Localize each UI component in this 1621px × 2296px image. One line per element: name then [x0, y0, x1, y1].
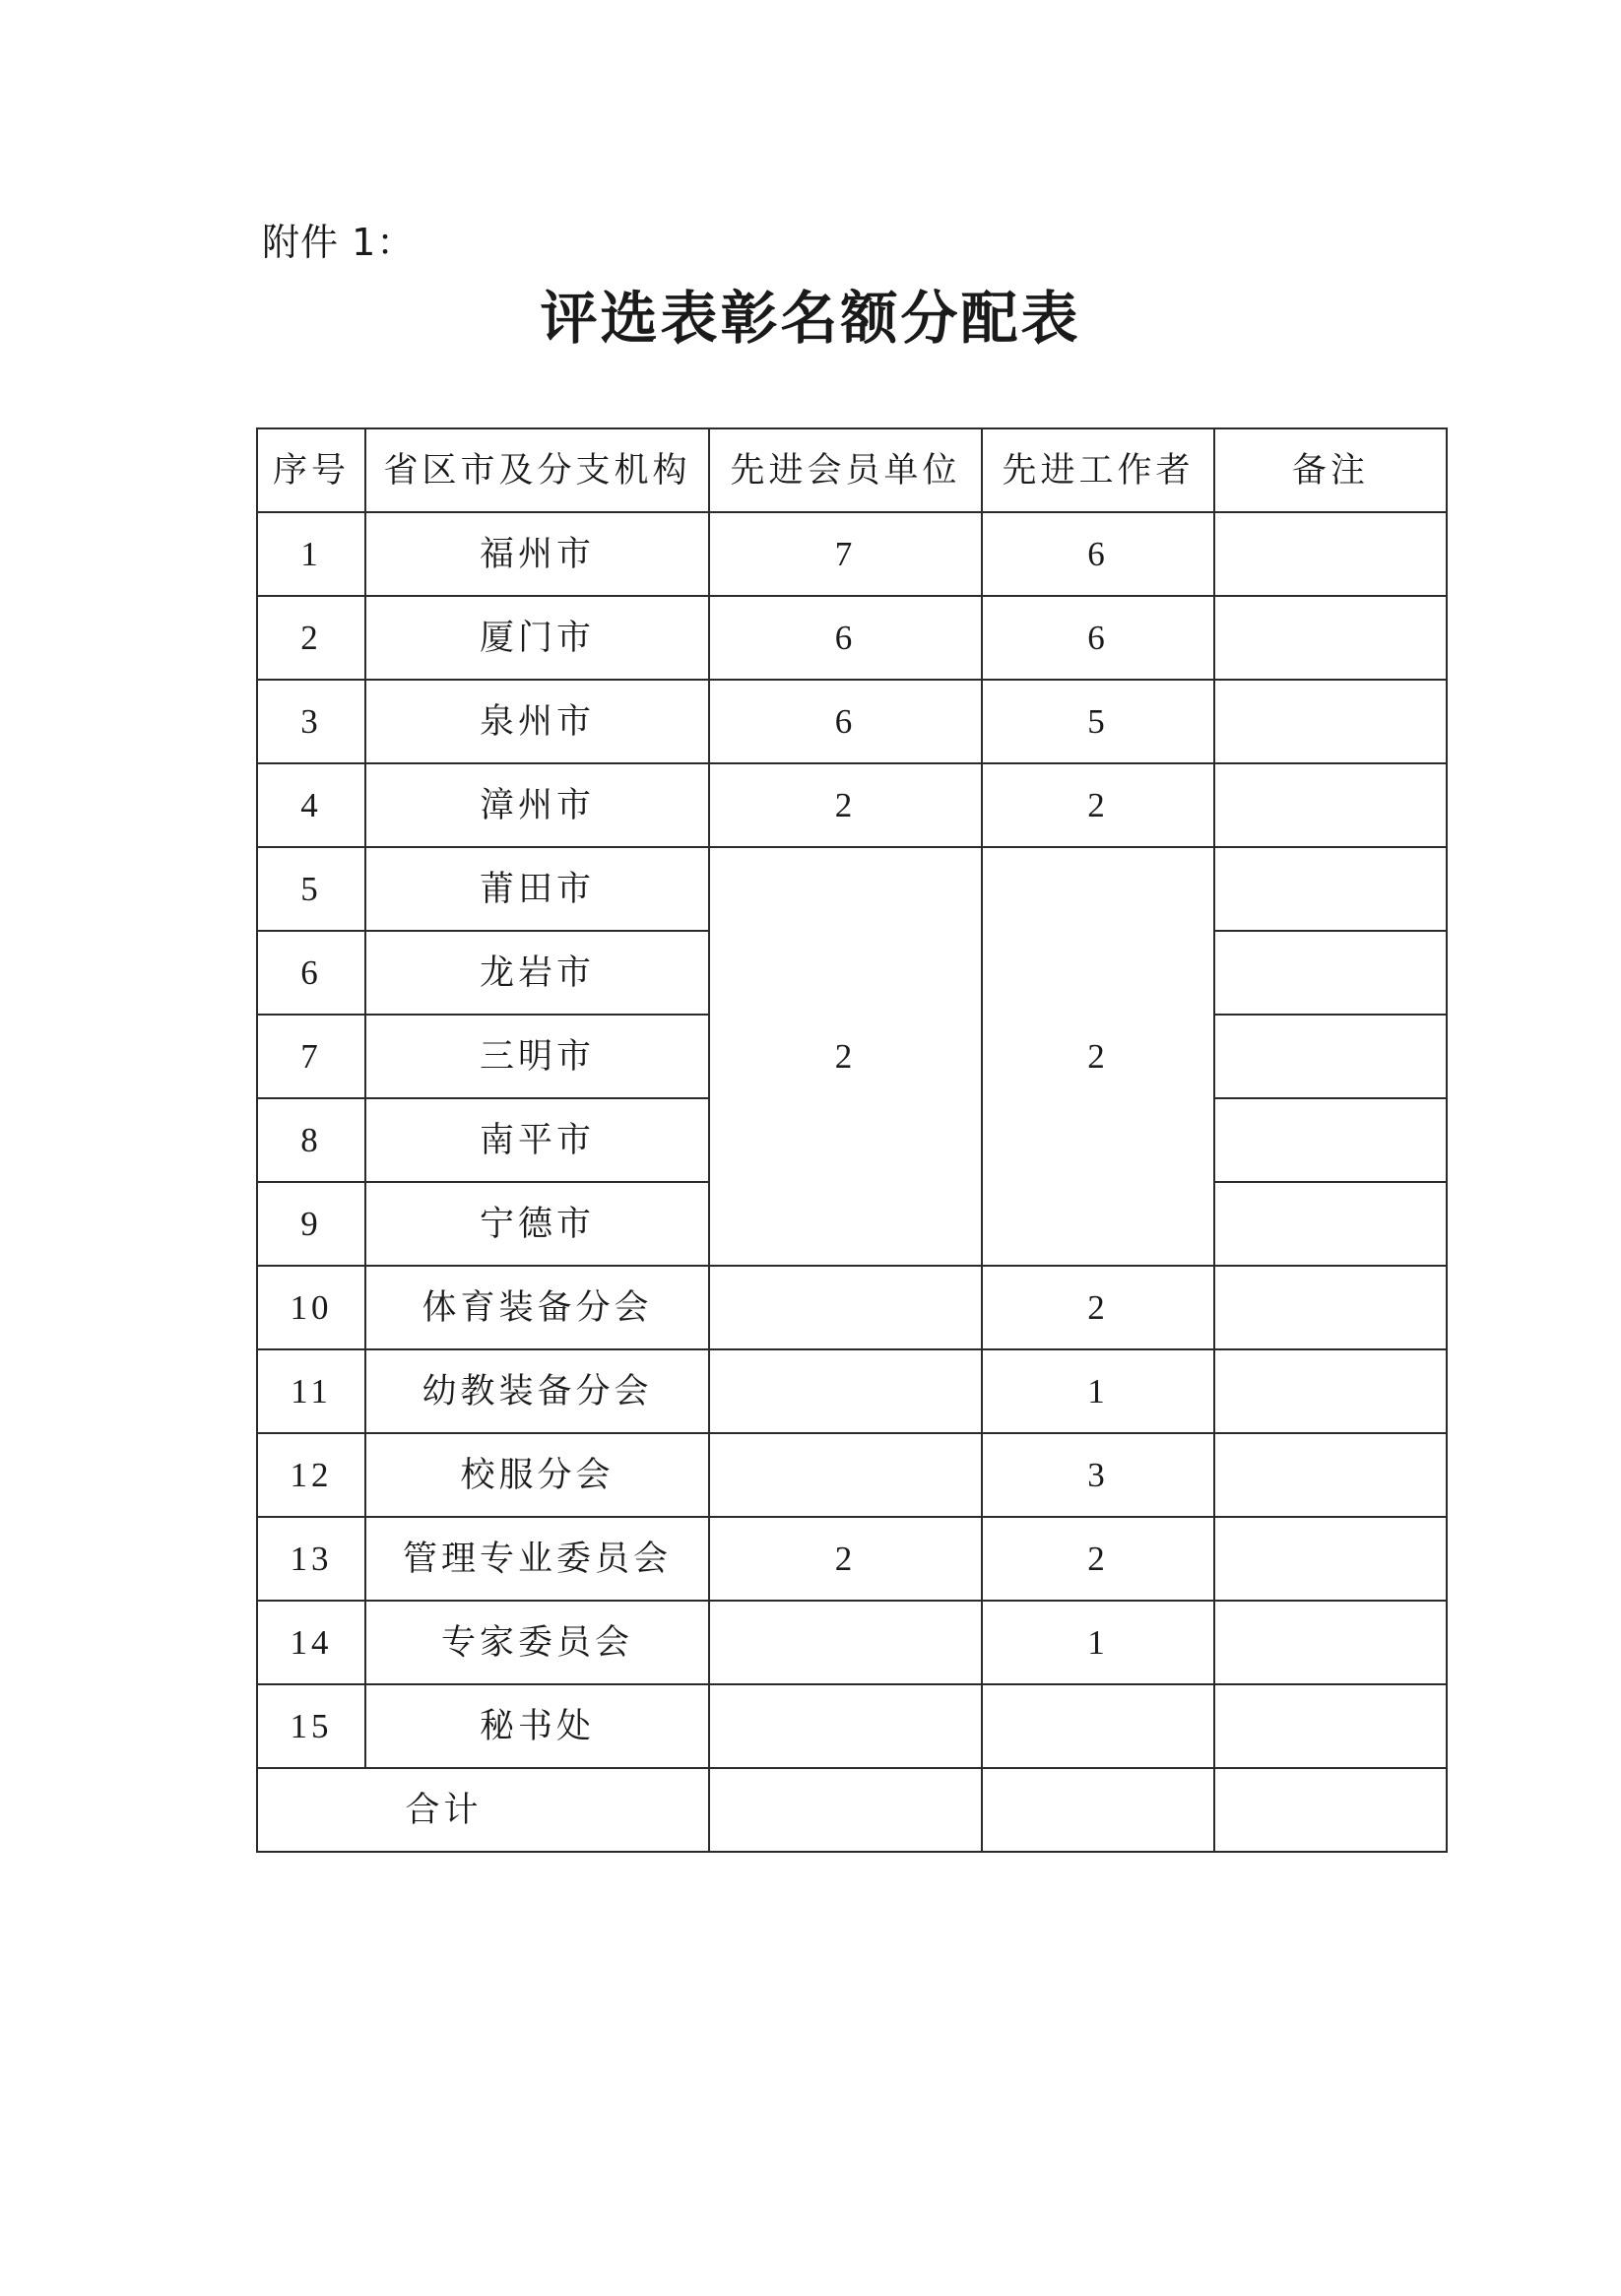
total-label: 合计 — [405, 1790, 483, 1830]
cell-worker: 2 — [982, 763, 1214, 847]
cell-seq: 9 — [257, 1182, 365, 1266]
cell-org: 幼教装备分会 — [365, 1349, 709, 1433]
cell-seq: 2 — [257, 596, 365, 680]
cell-remarks — [1214, 596, 1447, 680]
cell-seq: 12 — [257, 1433, 365, 1517]
cell-seq: 13 — [257, 1517, 365, 1601]
cell-org: 宁德市 — [365, 1182, 709, 1266]
cell-org: 专家委员会 — [365, 1601, 709, 1684]
cell-worker — [982, 1684, 1214, 1768]
cell-unit: 7 — [709, 512, 982, 596]
cell-seq: 7 — [257, 1015, 365, 1098]
cell-org: 漳州市 — [365, 763, 709, 847]
cell-org: 校服分会 — [365, 1433, 709, 1517]
cell-remarks — [1214, 931, 1447, 1015]
cell-worker: 1 — [982, 1349, 1214, 1433]
page-title: 评选表彰名额分配表 — [540, 285, 1081, 352]
total-remarks — [1214, 1768, 1447, 1852]
cell-worker: 6 — [982, 512, 1214, 596]
total-unit — [709, 1768, 982, 1852]
table-row — [257, 763, 1447, 847]
table-row — [257, 1601, 1447, 1684]
cell-org: 福州市 — [365, 512, 709, 596]
cell-org: 龙岩市 — [365, 931, 709, 1015]
quota-allocation-table — [256, 427, 1448, 1853]
cell-worker: 6 — [982, 596, 1214, 680]
cell-remarks — [1214, 1266, 1447, 1349]
cell-org: 秘书处 — [365, 1684, 709, 1768]
cell-unit — [709, 1349, 982, 1433]
table-header-row — [257, 428, 1447, 512]
cell-unit — [709, 1684, 982, 1768]
cell-seq: 3 — [257, 680, 365, 763]
cell-unit — [709, 1433, 982, 1517]
cell-remarks — [1214, 1015, 1447, 1098]
total-worker — [982, 1768, 1214, 1852]
cell-worker: 3 — [982, 1433, 1214, 1517]
cell-org: 莆田市 — [365, 847, 709, 931]
table-row — [257, 1433, 1447, 1517]
cell-unit: 2 — [709, 763, 982, 847]
cell-unit: 6 — [709, 680, 982, 763]
cell-remarks — [1214, 1684, 1447, 1768]
cell-seq: 10 — [257, 1266, 365, 1349]
cell-seq: 1 — [257, 512, 365, 596]
cell-unit — [709, 1601, 982, 1684]
cell-remarks — [1214, 1433, 1447, 1517]
total-row — [257, 1768, 1447, 1852]
header-advanced-worker: 先进工作者 — [982, 428, 1214, 512]
cell-remarks — [1214, 1517, 1447, 1601]
cell-remarks — [1214, 1349, 1447, 1433]
cell-remarks — [1214, 680, 1447, 763]
table-row — [257, 1349, 1447, 1433]
cell-remarks — [1214, 1182, 1447, 1266]
cell-org: 体育装备分会 — [365, 1266, 709, 1349]
table-row — [257, 512, 1447, 596]
merged-cell-worker-group: 2 — [982, 847, 1214, 1266]
header-seq: 序号 — [257, 428, 365, 512]
table-row — [257, 847, 1447, 931]
cell-org: 南平市 — [365, 1098, 709, 1182]
cell-unit: 6 — [709, 596, 982, 680]
cell-remarks — [1214, 847, 1447, 931]
cell-remarks — [1214, 1601, 1447, 1684]
header-remarks: 备注 — [1214, 428, 1447, 512]
table-row — [257, 596, 1447, 680]
table-row — [257, 1266, 1447, 1349]
cell-worker: 2 — [982, 1517, 1214, 1601]
cell-seq: 14 — [257, 1601, 365, 1684]
header-advanced-member-unit: 先进会员单位 — [709, 428, 982, 512]
cell-seq: 8 — [257, 1098, 365, 1182]
cell-unit — [709, 1266, 982, 1349]
cell-seq: 11 — [257, 1349, 365, 1433]
cell-remarks — [1214, 763, 1447, 847]
total-label-cell — [257, 1768, 709, 1852]
cell-seq: 5 — [257, 847, 365, 931]
header-org: 省区市及分支机构 — [365, 428, 709, 512]
merged-cell-unit-group: 2 — [709, 847, 982, 1266]
cell-remarks — [1214, 512, 1447, 596]
cell-org: 三明市 — [365, 1015, 709, 1098]
table-row — [257, 1517, 1447, 1601]
cell-seq: 15 — [257, 1684, 365, 1768]
cell-seq: 6 — [257, 931, 365, 1015]
cell-unit: 2 — [709, 1517, 982, 1601]
cell-org: 厦门市 — [365, 596, 709, 680]
cell-worker: 1 — [982, 1601, 1214, 1684]
cell-org: 泉州市 — [365, 680, 709, 763]
cell-org: 管理专业委员会 — [365, 1517, 709, 1601]
cell-seq: 4 — [257, 763, 365, 847]
table-row — [257, 680, 1447, 763]
cell-remarks — [1214, 1098, 1447, 1182]
cell-worker: 2 — [982, 1266, 1214, 1349]
table-row — [257, 1684, 1447, 1768]
attachment-label: 附件 1： — [262, 221, 416, 264]
cell-worker: 5 — [982, 680, 1214, 763]
